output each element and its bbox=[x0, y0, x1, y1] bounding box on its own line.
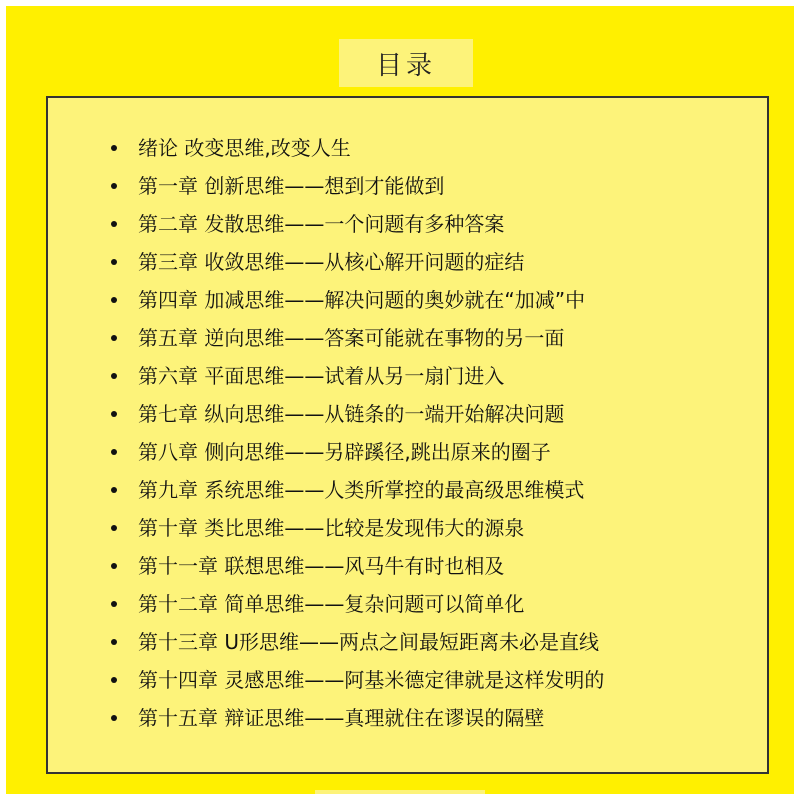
page-background bbox=[6, 6, 794, 794]
toc-list bbox=[138, 129, 604, 737]
toc-item-label: 第三章 收敛思维——从核心解开问题的症结 bbox=[138, 250, 525, 274]
toc-item bbox=[138, 281, 604, 319]
bullet-icon bbox=[111, 601, 117, 607]
toc-item-label: 绪论 改变思维,改变人生 bbox=[138, 136, 351, 160]
toc-item-label: 第十章 类比思维——比较是发现伟大的源泉 bbox=[138, 516, 525, 540]
bullet-icon bbox=[111, 373, 117, 379]
toc-item bbox=[138, 509, 604, 547]
bullet-icon bbox=[111, 183, 117, 189]
bullet-icon bbox=[111, 411, 117, 417]
toc-item-label: 第八章 侧向思维——另辟蹊径,跳出原来的圈子 bbox=[138, 440, 551, 464]
toc-item-label: 第二章 发散思维——一个问题有多种答案 bbox=[138, 212, 505, 236]
bullet-icon bbox=[111, 297, 117, 303]
toc-item bbox=[138, 471, 604, 509]
toc-item bbox=[138, 661, 604, 699]
toc-item-label: 第十五章 辩证思维——真理就住在谬误的隔壁 bbox=[138, 706, 545, 730]
bullet-icon bbox=[111, 639, 117, 645]
toc-item-label: 第五章 逆向思维——答案可能就在事物的另一面 bbox=[138, 326, 565, 350]
bottom-decoration bbox=[315, 790, 485, 794]
toc-panel bbox=[46, 96, 769, 774]
toc-item-label: 第十一章 联想思维——风马牛有时也相及 bbox=[138, 554, 505, 578]
toc-item-label: 第四章 加减思维——解决问题的奥妙就在“加减”中 bbox=[138, 288, 586, 312]
bullet-icon bbox=[111, 487, 117, 493]
bullet-icon bbox=[111, 677, 117, 683]
toc-item bbox=[138, 205, 604, 243]
bullet-icon bbox=[111, 259, 117, 265]
toc-item-label: 第六章 平面思维——试着从另一扇门进入 bbox=[138, 364, 505, 388]
toc-item-label: 第一章 创新思维——想到才能做到 bbox=[138, 174, 445, 198]
toc-item-label: 第十二章 简单思维——复杂问题可以简单化 bbox=[138, 592, 525, 616]
toc-item bbox=[138, 129, 604, 167]
toc-item bbox=[138, 699, 604, 737]
bullet-icon bbox=[111, 335, 117, 341]
title-banner bbox=[339, 39, 473, 87]
bullet-icon bbox=[111, 525, 117, 531]
toc-item bbox=[138, 357, 604, 395]
toc-item bbox=[138, 623, 604, 661]
toc-item-label: 第十四章 灵感思维——阿基米德定律就是这样发明的 bbox=[138, 668, 605, 692]
bullet-icon bbox=[111, 715, 117, 721]
toc-item bbox=[138, 319, 604, 357]
toc-item bbox=[138, 585, 604, 623]
toc-item bbox=[138, 243, 604, 281]
toc-item bbox=[138, 547, 604, 585]
toc-item-label: 第七章 纵向思维——从链条的一端开始解决问题 bbox=[138, 402, 565, 426]
toc-item bbox=[138, 167, 604, 205]
bullet-icon bbox=[111, 449, 117, 455]
toc-item-label: 第九章 系统思维——人类所掌控的最高级思维模式 bbox=[138, 478, 585, 502]
toc-item-label: 第十三章 U形思维——两点之间最短距离未必是直线 bbox=[138, 630, 599, 654]
toc-item bbox=[138, 395, 604, 433]
toc-item bbox=[138, 433, 604, 471]
toc-title: 目录 bbox=[375, 50, 436, 81]
bullet-icon bbox=[111, 221, 117, 227]
bullet-icon bbox=[111, 563, 117, 569]
bullet-icon bbox=[111, 145, 117, 151]
